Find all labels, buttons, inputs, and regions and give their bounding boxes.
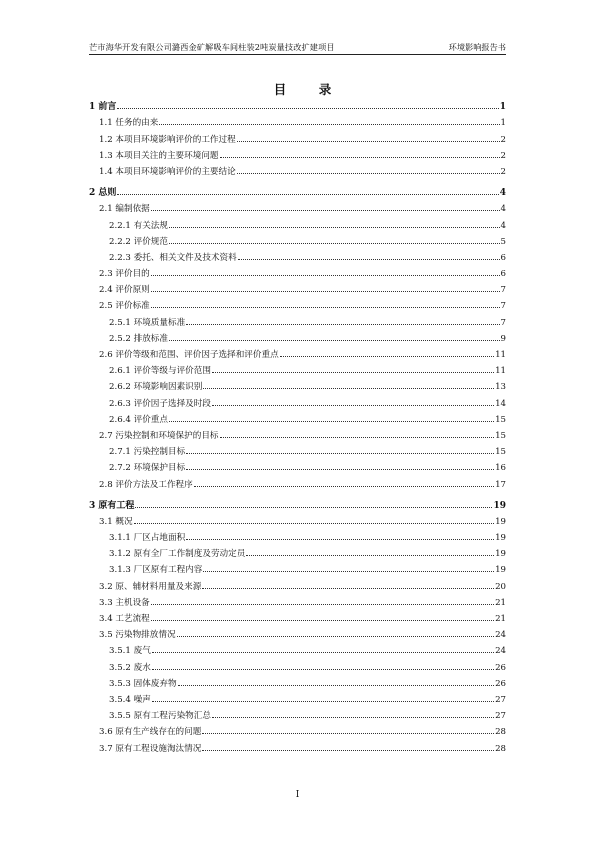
toc-entry-page: 9 (500, 333, 506, 344)
dot-leader (117, 107, 498, 109)
toc-entry-page: 5 (500, 236, 506, 247)
toc-entry-page: 28 (495, 727, 506, 738)
toc-entry-page: 26 (495, 662, 506, 673)
toc-entry-page: 19 (495, 565, 506, 576)
toc-entry-label: 3.5.4 噪声 (109, 694, 151, 705)
dot-leader (280, 355, 494, 357)
dot-leader (151, 306, 500, 308)
toc-entry-page: 2 (500, 166, 506, 177)
toc-entry-page: 4 (500, 204, 506, 215)
toc-entry-label: 2.1 编制依据 (99, 204, 150, 215)
toc-entry-label: 2.4 评价原则 (99, 285, 150, 296)
toc-entry[interactable] (89, 624, 506, 640)
toc-entry[interactable] (89, 263, 506, 279)
toc-entry[interactable] (89, 575, 506, 591)
dot-leader (186, 452, 494, 454)
toc-entry[interactable] (89, 441, 506, 457)
dot-leader (151, 209, 500, 211)
toc-entry[interactable] (89, 311, 506, 327)
toc-entry-page: 19 (495, 533, 506, 544)
toc-entry[interactable] (89, 640, 506, 656)
toc-entry-label: 3.5.3 固体废弃物 (109, 678, 177, 689)
dot-leader (151, 290, 500, 292)
toc-entry-label: 3 原有工程 (89, 500, 135, 511)
toc-chapter-entry[interactable] (89, 182, 506, 198)
toc-entry-label: 2 总则 (89, 188, 117, 199)
toc-entry-label: 3.6 原有生产线存在的问题 (99, 727, 202, 738)
toc-entry-page: 21 (495, 614, 506, 624)
toc-entry-page: 6 (500, 269, 506, 280)
toc-entry-label: 3.4 工艺流程 (99, 614, 150, 624)
toc-entry[interactable] (89, 328, 506, 344)
toc-entry-label: 2.3 评价目的 (99, 269, 150, 280)
dot-leader (186, 538, 494, 540)
toc-entry-label: 3.7 原有工程设施淘汰情况 (99, 743, 202, 754)
toc-entry-page: 7 (500, 301, 506, 312)
toc-entry[interactable] (89, 214, 506, 230)
toc-entry-label: 1.4 本项目环境影响评价的主要结论 (99, 166, 236, 177)
dot-leader (202, 732, 494, 734)
toc-entry-page: 19 (493, 500, 506, 511)
toc-entry-page: 24 (495, 630, 506, 641)
toc-entry-page: 6 (500, 252, 506, 263)
toc-entry-label: 2.8 评价方法及工作程序 (99, 479, 193, 490)
dot-leader (246, 554, 494, 556)
toc-entry[interactable] (89, 559, 506, 575)
toc-entry-page: 15 (495, 447, 506, 458)
toc-entry[interactable] (89, 673, 506, 689)
toc-entry-page: 20 (495, 581, 506, 592)
toc-entry-page: 11 (495, 350, 506, 360)
toc-entry-page: 15 (495, 414, 506, 425)
toc-entry-label: 3.5.5 原有工程污染物汇总 (109, 711, 211, 722)
toc-entry-page: 1 (500, 118, 506, 129)
page-number: I (295, 790, 300, 800)
dot-leader (152, 668, 494, 670)
toc-chapter-entry[interactable] (89, 495, 506, 511)
toc-entry[interactable] (89, 112, 506, 128)
toc-entry-page: 4 (500, 220, 506, 231)
toc-entry-label: 3.5 污染物排放情况 (99, 630, 176, 641)
toc-entry[interactable] (89, 295, 506, 311)
toc-entry-page: 28 (495, 743, 506, 754)
toc-entry[interactable] (89, 705, 506, 721)
toc-entry-label: 2.6.1 评价等级与评价范围 (109, 366, 211, 377)
toc-title: 目 录 (273, 82, 342, 97)
toc-entry-page: 16 (495, 463, 506, 474)
dot-leader (212, 371, 494, 373)
dot-leader (169, 420, 494, 422)
dot-leader (220, 436, 495, 438)
header-report-type: 环境影响报告书 (448, 42, 506, 52)
toc-entry-label: 2.2.1 有关法规 (109, 220, 168, 231)
toc-entry-label: 3.5.1 废气 (109, 646, 151, 657)
toc-entry[interactable] (89, 721, 506, 737)
toc-entry-label: 2.5.1 环境质量标准 (109, 317, 186, 328)
toc-entry-label: 2.2.2 评价规范 (109, 236, 168, 247)
dot-leader (135, 506, 492, 508)
toc-entry[interactable] (89, 409, 506, 425)
dot-leader (212, 404, 494, 406)
toc-entry-label: 2.5 评价标准 (99, 301, 150, 312)
toc-entry-label: 2.7.1 污染控制目标 (109, 447, 186, 458)
toc-entry[interactable] (89, 198, 506, 214)
toc-entry-page: 19 (495, 516, 506, 527)
dot-leader (169, 242, 500, 244)
dot-leader (186, 323, 499, 325)
toc-entry[interactable] (89, 425, 506, 441)
dot-leader (202, 749, 494, 751)
toc-entry-page: 21 (495, 597, 506, 608)
toc-entry-label: 2.7.2 环境保护目标 (109, 463, 186, 474)
dot-leader (178, 684, 494, 686)
toc-entry[interactable] (89, 473, 506, 489)
toc-entry-page: 4 (499, 188, 506, 199)
toc-entry[interactable] (89, 689, 506, 705)
toc-entry[interactable] (89, 527, 506, 543)
toc-chapter-entry[interactable] (89, 96, 506, 112)
toc-entry[interactable] (89, 592, 506, 608)
toc-entry[interactable] (89, 161, 506, 177)
toc-entry-label: 3.1 概况 (99, 516, 133, 527)
toc-entry[interactable] (89, 279, 506, 295)
dot-leader (152, 651, 494, 653)
toc-entry-page: 11 (495, 366, 506, 377)
header-project-title: 芒市海华开发有限公司潞西金矿解吸车间柱装2吨炭量技改扩建项目 (89, 42, 335, 52)
toc-entry[interactable] (89, 376, 506, 392)
toc-entry-label: 3.2 原、辅材料用量及来源 (99, 581, 202, 592)
toc-entry[interactable] (89, 737, 506, 753)
dot-leader (117, 193, 498, 195)
toc-entry-page: 24 (495, 646, 506, 657)
dot-leader (186, 468, 494, 470)
toc-entry[interactable] (89, 608, 506, 624)
toc-entry-page: 13 (495, 382, 506, 393)
toc-entry-label: 1.1 任务的由来 (99, 118, 159, 129)
toc-entry-page: 19 (495, 549, 506, 560)
toc-entry-label: 2.6 评价等级和范围、评价因子选择和评价重点 (99, 350, 279, 360)
dot-leader (212, 716, 494, 718)
dot-leader (134, 522, 494, 524)
toc-entry[interactable] (89, 543, 506, 559)
toc-entry[interactable] (89, 128, 506, 144)
toc-entry-page: 14 (495, 398, 506, 409)
toc-entry-page: 1 (499, 102, 506, 113)
toc-entry[interactable] (89, 344, 506, 360)
dot-leader (238, 258, 500, 260)
toc-entry-label: 3.1.3 厂区原有工程内容 (109, 565, 203, 576)
toc-entry-label: 2.2.3 委托、相关文件及技术资料 (109, 252, 237, 263)
dot-leader (203, 387, 494, 389)
toc-entry-label: 2.7 污染控制和环境保护的目标 (99, 430, 219, 441)
dot-leader (151, 619, 494, 621)
toc-entry-label: 2.6.2 环境影响因素识别 (109, 382, 203, 393)
toc-entry-page: 15 (495, 430, 506, 441)
toc-entry-page: 2 (500, 150, 506, 161)
toc-entry-label: 3.3 主机设备 (99, 597, 150, 608)
dot-leader (194, 485, 494, 487)
table-of-contents (89, 96, 506, 754)
toc-entry[interactable] (89, 457, 506, 473)
dot-leader (220, 156, 500, 158)
dot-leader (202, 587, 494, 589)
header-divider (89, 54, 506, 55)
toc-entry-label: 3.1.1 厂区占地面积 (109, 533, 186, 544)
dot-leader (237, 172, 500, 174)
toc-entry[interactable] (89, 247, 506, 263)
toc-entry-label: 1.2 本项目环境影响评价的工作过程 (99, 134, 236, 145)
dot-leader (203, 570, 494, 572)
dot-leader (237, 140, 500, 142)
toc-entry-label: 3.5.2 废水 (109, 662, 151, 673)
toc-entry[interactable] (89, 360, 506, 376)
toc-entry-page: 2 (500, 134, 506, 145)
toc-entry-label: 2.5.2 排放标准 (109, 333, 168, 344)
dot-leader (169, 339, 500, 341)
toc-entry-label: 2.6.3 评价因子选择及时段 (109, 398, 211, 409)
toc-entry-page: 7 (500, 317, 506, 328)
toc-entry-label: 2.6.4 评价重点 (109, 414, 168, 425)
toc-entry-label: 3.1.2 原有全厂工作制度及劳动定员 (109, 549, 246, 560)
dot-leader (152, 700, 494, 702)
toc-entry-page: 17 (495, 479, 506, 490)
toc-entry-page: 27 (495, 711, 506, 722)
dot-leader (151, 603, 494, 605)
dot-leader (177, 635, 495, 637)
toc-entry-label: 1 前言 (89, 102, 117, 113)
toc-entry-label: 1.3 本项目关注的主要环境问题 (99, 150, 219, 161)
dot-leader (159, 123, 499, 125)
dot-leader (151, 274, 500, 276)
toc-entry-page: 26 (495, 678, 506, 689)
toc-entry-page: 27 (495, 694, 506, 705)
toc-entry[interactable] (89, 656, 506, 672)
toc-entry-page: 7 (500, 285, 506, 296)
toc-entry[interactable] (89, 145, 506, 161)
toc-entry[interactable] (89, 511, 506, 527)
toc-entry[interactable] (89, 392, 506, 408)
toc-entry[interactable] (89, 231, 506, 247)
dot-leader (169, 226, 500, 228)
